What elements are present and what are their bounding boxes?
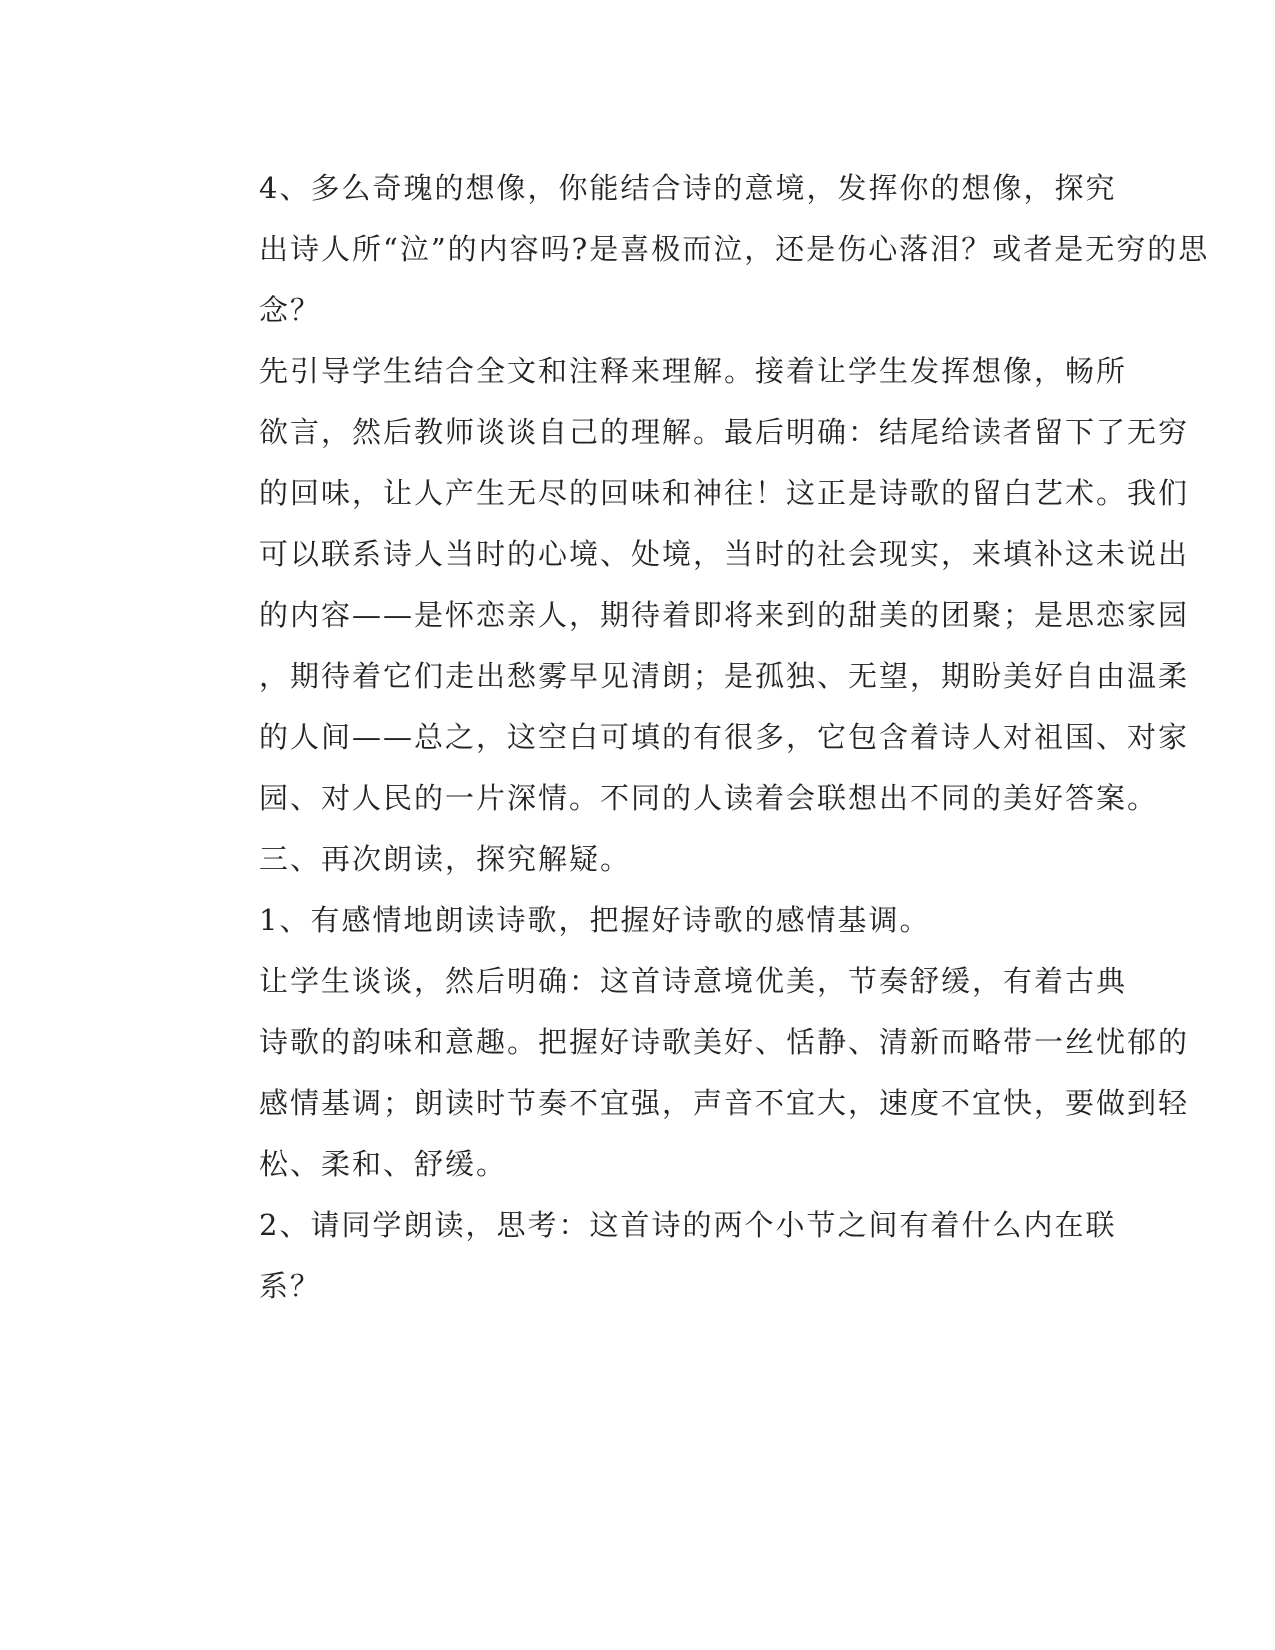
text-line: 先引导学生结合全文和注释来理解。接着让学生发挥想像，畅所 (259, 354, 1128, 388)
paragraph-item-2 (187, 1195, 1117, 1317)
text-line: 的内容——是怀恋亲人，期待着即将来到的甜美的团聚；是思恋家园 (259, 598, 1190, 632)
text-line: 的人间——总之，这空白可填的有很多，它包含着诗人对祖国、对家 (259, 720, 1190, 754)
text-line: 4、多么奇瑰的想像，你能结合诗的意境，发挥你的想像，探究 (259, 171, 1117, 205)
paragraph-discussion (187, 951, 1190, 1195)
text-line: 让学生谈谈，然后明确：这首诗意境优美，节奏舒缓，有着古典 (259, 964, 1128, 998)
section-heading-three (187, 829, 1075, 890)
paragraph-question-4 (187, 158, 1210, 341)
text-line: 松、柔和、舒缓。 (259, 1147, 508, 1181)
text-line: 2、请同学朗读，思考：这首诗的两个小节之间有着什么内在联 (259, 1208, 1117, 1242)
text-line: 欲言，然后教师谈谈自己的理解。最后明确：结尾给读者留下了无穷 (259, 415, 1190, 449)
text-line: 念？ (259, 293, 322, 327)
text-line: 诗歌的韵味和意趣。把握好诗歌美好、恬静、清新而略带一丝忧郁的 (259, 1025, 1190, 1059)
paragraph-item-1 (187, 890, 1075, 951)
text-line: 出诗人所“泣”的内容吗?是喜极而泣，还是伤心落泪？或者是无穷的思 (259, 232, 1210, 266)
paragraph-guidance (187, 341, 1190, 829)
text-line: 三、再次朗读，探究解疑。 (259, 842, 632, 876)
text-line: 系？ (259, 1269, 322, 1303)
text-line: 的回味，让人产生无尽的回味和神往！这正是诗歌的留白艺术。我们 (259, 476, 1190, 510)
text-line: 可以联系诗人当时的心境、处境，当时的社会现实，来填补这未说出 (259, 537, 1190, 571)
text-line: 1、有感情地朗读诗歌，把握好诗歌的感情基调。 (259, 903, 931, 937)
text-line: ，期待着它们走出愁雾早见清朗；是孤独、无望，期盼美好自由温柔 (259, 659, 1190, 693)
document-body (187, 158, 1210, 1317)
text-line: 园、对人民的一片深情。不同的人读着会联想出不同的美好答案。 (259, 781, 1159, 815)
text-line: 感情基调；朗读时节奏不宜强，声音不宜大，速度不宜快，要做到轻 (259, 1086, 1190, 1120)
